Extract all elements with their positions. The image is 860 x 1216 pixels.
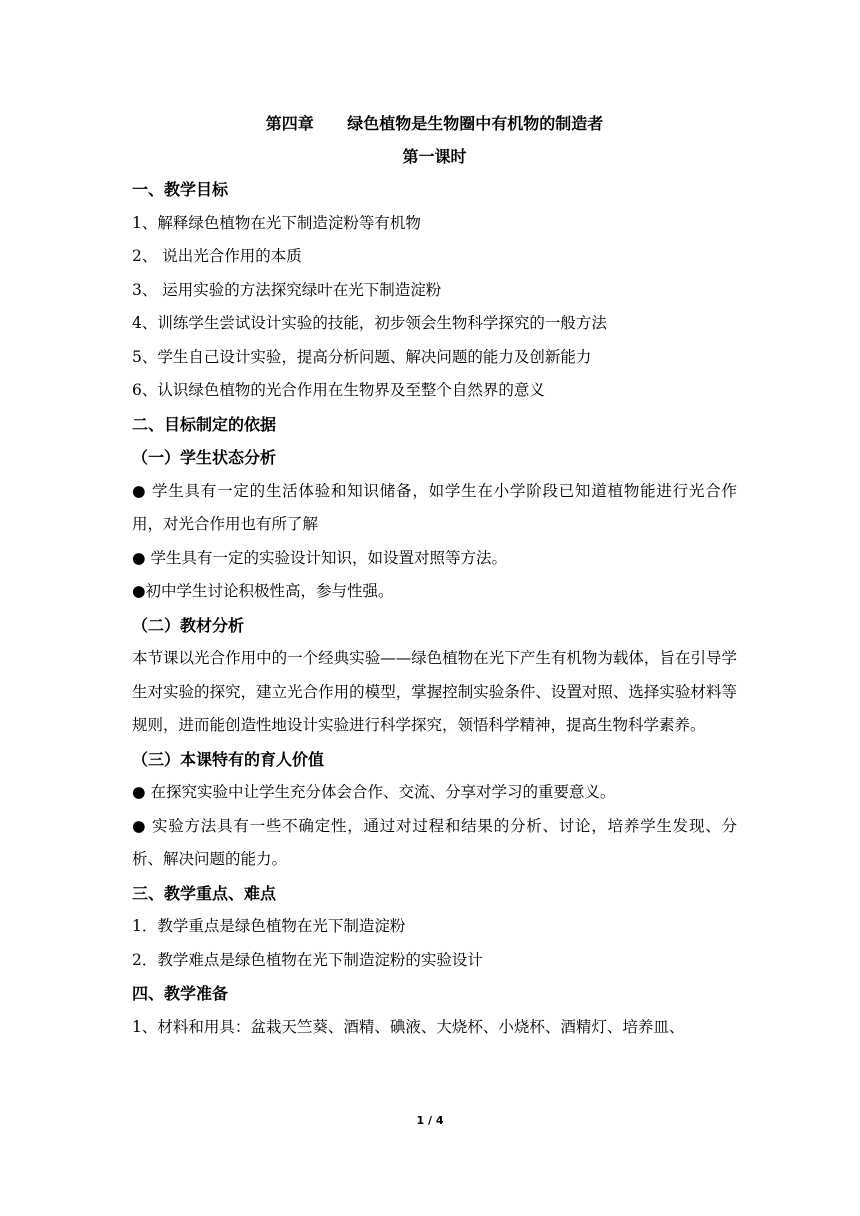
objective-item: 6、认识绿色植物的光合作用在生物界及至整个自然界的意义: [132, 381, 545, 399]
objective-item: 1、解释绿色植物在光下制造淀粉等有机物: [132, 213, 421, 232]
page-number: 1 / 4: [416, 1114, 444, 1127]
bullet-item: ● 学生具有一定的实验设计知识，如设置对照等方法。: [132, 548, 507, 567]
key-point-item: 1．教学重点是绿色植物在光下制造淀粉: [132, 917, 406, 935]
bullet-item: ●初中学生讨论积极性高，参与性强。: [132, 582, 394, 600]
objective-item: 5、学生自己设计实验，提高分析问题、解决问题的能力及创新能力: [132, 347, 592, 366]
section-heading-objectives: 一、教学目标: [132, 180, 229, 199]
document-body: [132, 107, 737, 1044]
section-heading-basis: 二、目标制定的依据: [132, 414, 277, 434]
textbook-analysis-paragraph: 本节课以光合作用中的一个经典实验——绿色植物在光下产生有机物为载体，旨在引导学生对实验的探究，建立光合作用的模型，掌握控制实验条件、设置对照、选择实验材料等规则，进而能创造性地设计实验进行科学探究，领悟科学精神，提高生物科学素养。: [132, 649, 737, 734]
subsection-heading-textbook-analysis: （二）教材分析: [132, 615, 245, 635]
lesson-subtitle: 第一课时: [402, 147, 467, 166]
objective-item: 3、 运用实验的方法探究绿叶在光下制造淀粉: [132, 280, 442, 299]
key-point-item: 2．教学难点是绿色植物在光下制造淀粉的实验设计: [132, 950, 483, 969]
bullet-item: ● 实验方法具有一些不确定性，通过对过程和结果的分析、讨论，培养学生发现、分析、解决问题的能力。: [132, 816, 737, 868]
objective-item: 4、训练学生尝试设计实验的技能，初步领会生物科学探究的一般方法: [132, 314, 607, 332]
subsection-heading-student-analysis: （一）学生状态分析: [132, 448, 277, 467]
chapter-title: 第四章 绿色植物是生物圈中有机物的制造者: [265, 114, 604, 133]
section-heading-key-points: 三、教学重点、难点: [132, 883, 277, 903]
preparation-item: 1、材料和用具：盆栽天竺葵、酒精、碘液、大烧杯、小烧杯、酒精灯、培养皿、: [132, 1017, 685, 1036]
objective-item: 2、 说出光合作用的本质: [132, 247, 302, 265]
subsection-heading-educational-value: （三）本课特有的育人价值: [132, 749, 325, 769]
bullet-item: ● 学生具有一定的生活体验和知识储备，如学生在小学阶段已知道植物能进行光合作用，对光合作用也有所了解: [132, 481, 737, 533]
bullet-item: ● 在探究实验中让学生充分体会合作、交流、分享对学习的重要意义。: [132, 783, 616, 801]
section-heading-preparation: 四、教学准备: [132, 984, 229, 1003]
